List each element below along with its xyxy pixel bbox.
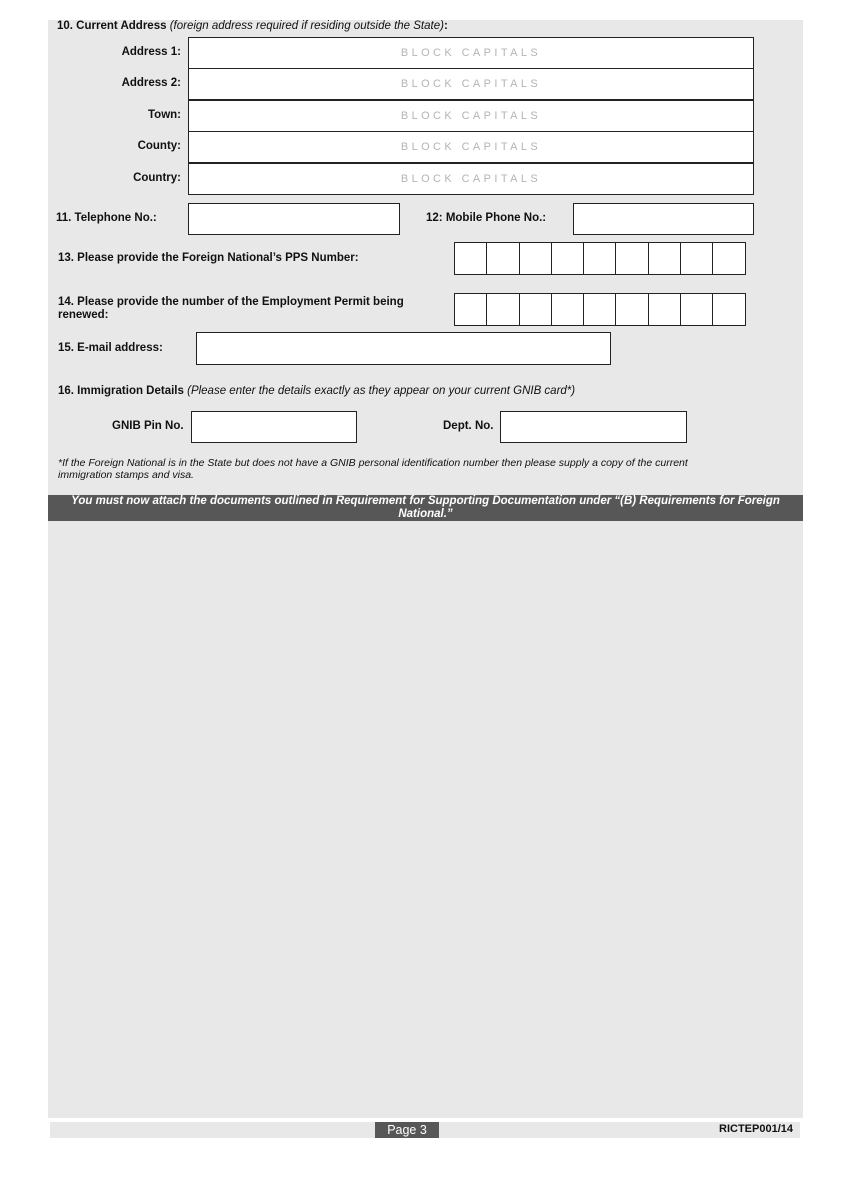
town-label: Town: bbox=[148, 109, 181, 121]
pps-digit-cell[interactable] bbox=[712, 242, 745, 275]
q10-heading bbox=[57, 20, 448, 33]
dept-no-field[interactable] bbox=[500, 411, 687, 443]
gnib-pin-field[interactable] bbox=[191, 411, 357, 443]
gnib-footnote bbox=[58, 457, 688, 481]
email-label: 15. E-mail address: bbox=[58, 342, 163, 354]
permit-digit-cell[interactable] bbox=[486, 293, 519, 326]
pps-digit-cell[interactable] bbox=[615, 242, 648, 275]
pps-digit-cell[interactable] bbox=[680, 242, 713, 275]
permit-digit-cell[interactable] bbox=[615, 293, 648, 326]
immigration-heading bbox=[58, 385, 575, 398]
gnib-footnote-line1: *If the Foreign National is in the State but does not have a GNIB personal identification number then please supply a copy of the current bbox=[58, 457, 688, 469]
form-reference: RICTEP001/14 bbox=[719, 1123, 793, 1135]
email-field[interactable] bbox=[196, 332, 611, 365]
q10-note: (foreign address required if residing outside the State) bbox=[169, 20, 444, 32]
documents-banner bbox=[48, 495, 803, 521]
dept-no-label: Dept. No. bbox=[443, 420, 494, 432]
permit-digit-cell[interactable] bbox=[551, 293, 584, 326]
q10-title: 10. Current Address bbox=[57, 20, 167, 32]
gnib-pin-label: GNIB Pin No. bbox=[112, 420, 184, 432]
country-field[interactable] bbox=[188, 163, 754, 195]
page-number: Page 3 bbox=[375, 1122, 439, 1138]
pps-number-label: 13. Please provide the Foreign National’s PPS Number: bbox=[58, 252, 359, 264]
q10-colon: : bbox=[443, 20, 448, 32]
country-input[interactable] bbox=[189, 163, 753, 195]
permit-number-label bbox=[58, 296, 404, 322]
permit-digit-cell[interactable] bbox=[712, 293, 745, 326]
county-field[interactable] bbox=[188, 131, 754, 163]
address1-field[interactable] bbox=[188, 37, 754, 69]
address2-input[interactable] bbox=[189, 68, 753, 100]
immigration-title: 16. Immigration Details bbox=[58, 385, 184, 397]
address2-label: Address 2: bbox=[121, 77, 181, 89]
permit-number-cells[interactable] bbox=[454, 293, 746, 326]
gnib-footnote-line2: immigration stamps and visa. bbox=[58, 469, 194, 481]
permit-digit-cell[interactable] bbox=[519, 293, 552, 326]
town-field[interactable] bbox=[188, 100, 754, 132]
address1-input[interactable] bbox=[189, 37, 753, 69]
pps-digit-cell[interactable] bbox=[454, 242, 487, 275]
county-input[interactable] bbox=[189, 131, 753, 163]
telephone-field[interactable] bbox=[188, 203, 400, 235]
permit-digit-cell[interactable] bbox=[454, 293, 487, 326]
country-label: Country: bbox=[133, 172, 181, 184]
address2-field[interactable] bbox=[188, 68, 754, 100]
pps-digit-cell[interactable] bbox=[486, 242, 519, 275]
permit-digit-cell[interactable] bbox=[648, 293, 681, 326]
immigration-note: (Please enter the details exactly as they appear on your current GNIB card*) bbox=[187, 385, 576, 397]
pps-digit-cell[interactable] bbox=[519, 242, 552, 275]
town-input[interactable] bbox=[189, 100, 753, 132]
permit-number-label-line2: renewed: bbox=[58, 309, 109, 321]
permit-digit-cell[interactable] bbox=[583, 293, 616, 326]
permit-digit-cell[interactable] bbox=[680, 293, 713, 326]
pps-number-cells[interactable] bbox=[454, 242, 746, 275]
county-label: County: bbox=[137, 140, 181, 152]
address1-label: Address 1: bbox=[121, 46, 181, 58]
permit-number-label-line1: 14. Please provide the number of the Employment Permit being bbox=[58, 296, 404, 308]
documents-banner-line1: You must now attach the documents outlined in Requirement for Supporting Documentation under “(B) Requirements for Foreign bbox=[71, 495, 780, 507]
telephone-label: 11. Telephone No.: bbox=[56, 212, 157, 224]
pps-digit-cell[interactable] bbox=[583, 242, 616, 275]
documents-banner-line2: National.” bbox=[398, 508, 453, 520]
mobile-phone-field[interactable] bbox=[573, 203, 754, 235]
mobile-phone-label: 12: Mobile Phone No.: bbox=[426, 212, 547, 224]
pps-digit-cell[interactable] bbox=[648, 242, 681, 275]
pps-digit-cell[interactable] bbox=[551, 242, 584, 275]
